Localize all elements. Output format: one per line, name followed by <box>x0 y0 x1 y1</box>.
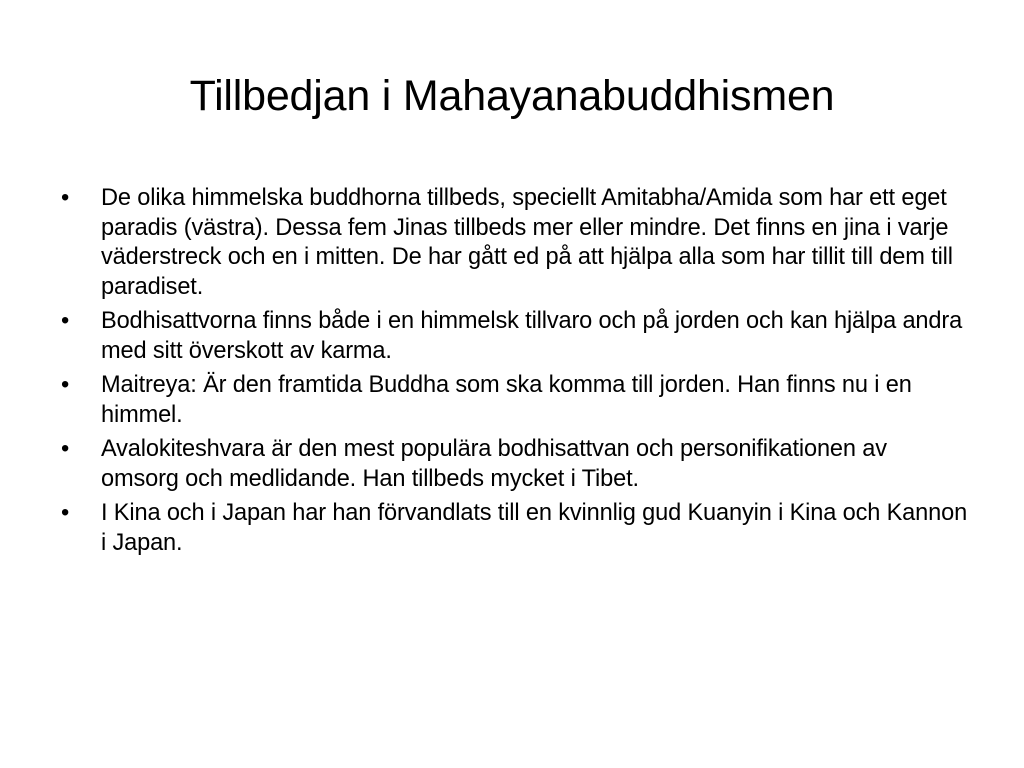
bullet-item <box>60 307 970 366</box>
bullet-icon: • <box>61 372 70 398</box>
bullet-text: Bodhisattvorna finns både i en himmelsk tillvaro och på jorden och kan hjälpa andra med sitt överskott av karma. <box>101 308 963 364</box>
bullet-item <box>60 499 970 558</box>
bullet-icon: • <box>61 308 70 334</box>
bullet-icon: • <box>61 500 70 526</box>
bullet-item <box>60 184 970 302</box>
bullet-text: Maitreya: Är den framtida Buddha som ska komma till jorden. Han finns nu i en himmel. <box>101 372 912 428</box>
bullet-text: Avalokiteshvara är den mest populära bodhisattvan och personifikationen av omsorg och medlidande. Han tillbeds mycket i Tibet. <box>101 436 887 492</box>
bullet-icon: • <box>61 185 70 211</box>
bullet-list <box>60 184 970 563</box>
slide-title: Tillbedjan i Mahayanabuddhismen <box>189 72 835 120</box>
bullet-text: De olika himmelska buddhorna tillbeds, speciellt Amitabha/Amida som har ett eget paradis (västra). Dessa fem Jinas tillbeds mer eller mindre. Det finns en jina i varje väderstreck och en i mitten. De har gått ed på att hjälpa alla som har tillit till dem till paradiset. <box>101 185 953 300</box>
bullet-item <box>60 435 970 494</box>
bullet-text: I Kina och i Japan har han förvandlats till en kvinnlig gud Kuanyin i Kina och Kannon i Japan. <box>101 500 968 556</box>
bullet-icon: • <box>61 436 70 462</box>
bullet-item <box>60 371 970 430</box>
